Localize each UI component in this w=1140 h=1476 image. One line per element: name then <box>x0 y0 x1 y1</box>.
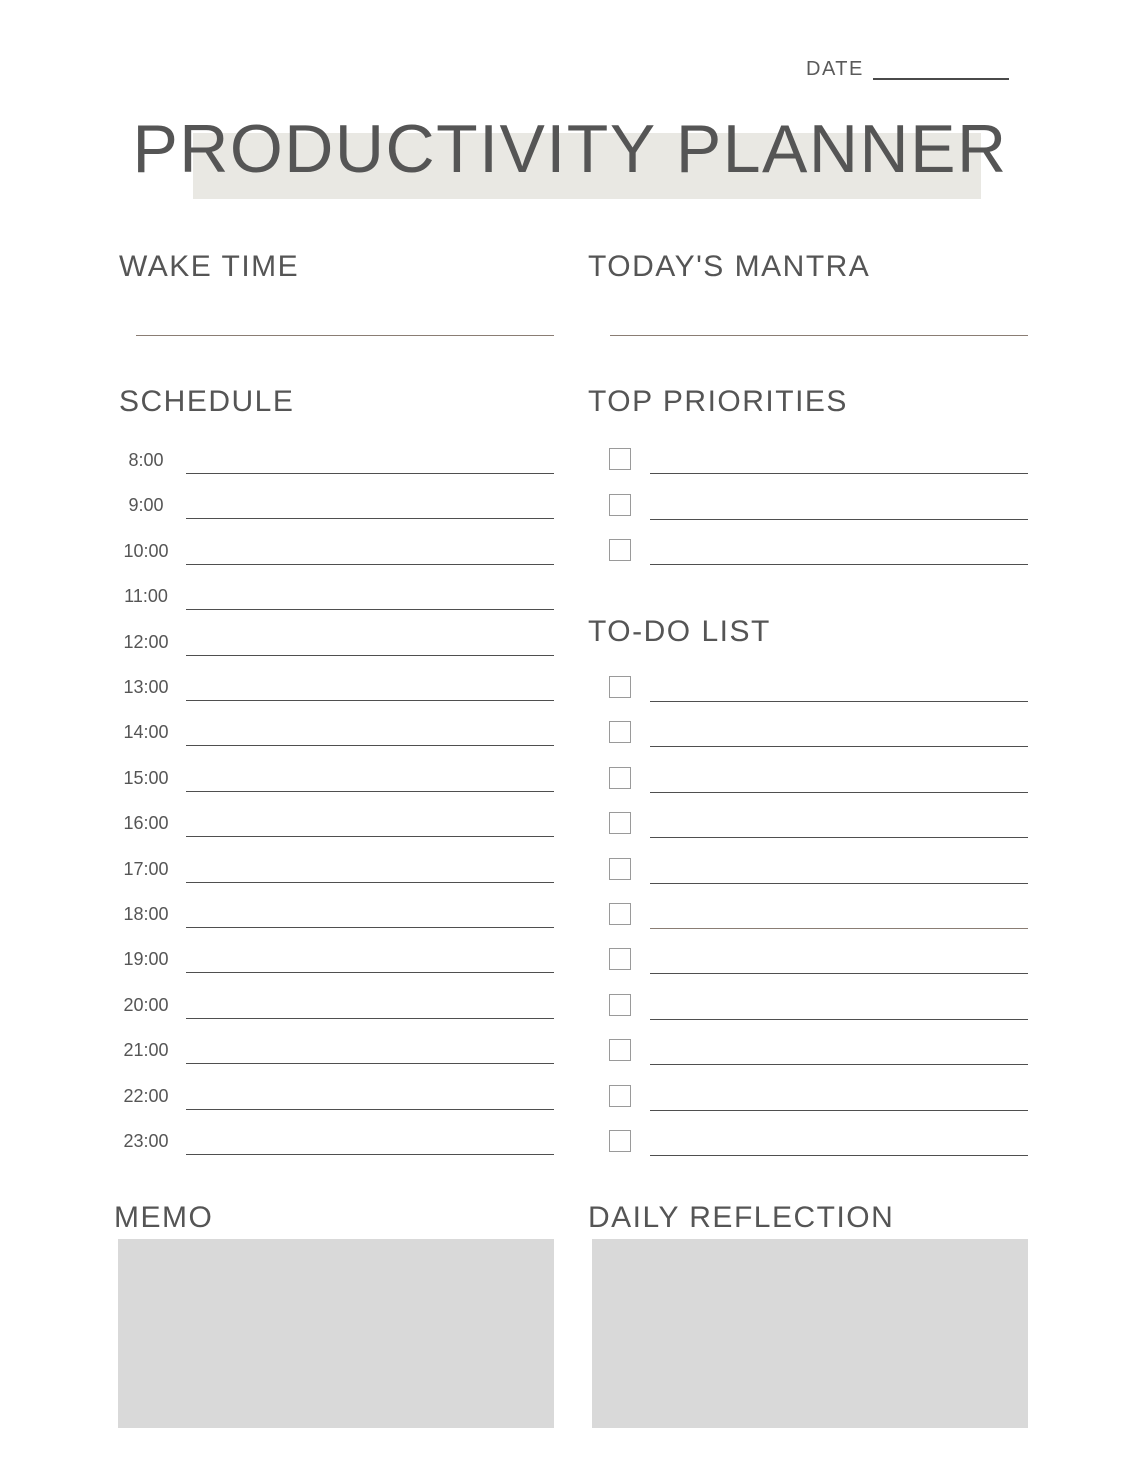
date-label: DATE <box>806 58 864 80</box>
schedule-entry-field[interactable] <box>186 1154 554 1155</box>
todo-entry-field[interactable] <box>650 928 1028 929</box>
todo-entry-field[interactable] <box>650 1155 1028 1156</box>
reflection-heading: DAILY REFLECTION <box>588 1201 895 1234</box>
todo-entry-field[interactable] <box>650 973 1028 974</box>
priority-entry-field[interactable] <box>650 564 1028 565</box>
page-title: PRODUCTIVITY PLANNER <box>132 111 1008 187</box>
schedule-entry-field[interactable] <box>186 473 554 474</box>
schedule-time-label: 17:00 <box>123 858 169 879</box>
schedule-time-label: 10:00 <box>123 540 169 561</box>
schedule-entry-field[interactable] <box>186 745 554 746</box>
schedule-time-label: 11:00 <box>124 586 168 607</box>
schedule-time-label: 22:00 <box>123 1085 169 1106</box>
todo-checkbox[interactable] <box>609 812 631 834</box>
priority-entry-field[interactable] <box>650 473 1028 474</box>
schedule-entry-field[interactable] <box>186 927 554 928</box>
wake-time-heading: WAKE TIME <box>119 250 300 283</box>
schedule-entry-field[interactable] <box>186 791 554 792</box>
schedule-time-label: 18:00 <box>123 904 169 924</box>
todo-entry-field[interactable] <box>650 1110 1028 1111</box>
todo-heading: TO-DO LIST <box>588 615 771 648</box>
memo-heading: MEMO <box>114 1201 214 1234</box>
schedule-time-label: 21:00 <box>123 1040 169 1061</box>
todo-checkbox[interactable] <box>609 1130 631 1152</box>
priority-checkbox[interactable] <box>609 494 631 516</box>
schedule-entry-field[interactable] <box>186 518 554 519</box>
todo-entry-field[interactable] <box>650 746 1028 747</box>
reflection-box[interactable] <box>592 1239 1028 1428</box>
schedule-time-label: 14:00 <box>123 722 169 743</box>
schedule-entry-field[interactable] <box>186 1063 554 1064</box>
todo-entry-field[interactable] <box>650 883 1028 884</box>
todo-entry-field[interactable] <box>650 837 1028 838</box>
todo-checkbox[interactable] <box>609 721 631 743</box>
schedule-time-label: 12:00 <box>123 631 169 652</box>
todo-checkbox[interactable] <box>609 948 631 970</box>
priority-entry-field[interactable] <box>650 519 1028 520</box>
schedule-entry-field[interactable] <box>186 655 554 656</box>
todo-entry-field[interactable] <box>650 1019 1028 1020</box>
schedule-time-label: 23:00 <box>123 1131 169 1151</box>
todo-checkbox[interactable] <box>609 994 631 1016</box>
todo-entry-field[interactable] <box>650 1064 1028 1065</box>
memo-box[interactable] <box>118 1239 554 1428</box>
schedule-entry-field[interactable] <box>186 1018 554 1019</box>
schedule-entry-field[interactable] <box>186 836 554 837</box>
wake-time-field[interactable] <box>136 335 554 336</box>
schedule-time-label: 19:00 <box>123 949 169 970</box>
mantra-heading: TODAY'S MANTRA <box>588 250 871 283</box>
schedule-entry-field[interactable] <box>186 972 554 973</box>
todo-checkbox[interactable] <box>609 1039 631 1061</box>
schedule-time-label: 8:00 <box>128 450 164 470</box>
priority-checkbox[interactable] <box>609 448 631 470</box>
todo-entry-field[interactable] <box>650 792 1028 793</box>
schedule-entry-field[interactable] <box>186 882 554 883</box>
date-field[interactable] <box>873 78 1009 80</box>
todo-checkbox[interactable] <box>609 767 631 789</box>
mantra-field[interactable] <box>610 335 1028 336</box>
priority-checkbox[interactable] <box>609 539 631 561</box>
top-priorities-heading: TOP PRIORITIES <box>588 385 848 418</box>
schedule-entry-field[interactable] <box>186 564 554 565</box>
schedule-time-label: 15:00 <box>123 767 169 788</box>
todo-checkbox[interactable] <box>609 858 631 880</box>
schedule-entry-field[interactable] <box>186 609 554 610</box>
todo-entry-field[interactable] <box>650 701 1028 702</box>
schedule-time-label: 9:00 <box>128 495 164 516</box>
schedule-time-label: 16:00 <box>123 813 169 834</box>
todo-checkbox[interactable] <box>609 903 631 925</box>
schedule-time-label: 20:00 <box>123 994 169 1015</box>
schedule-entry-field[interactable] <box>186 700 554 701</box>
schedule-time-label: 13:00 <box>123 677 169 697</box>
todo-checkbox[interactable] <box>609 676 631 698</box>
todo-checkbox[interactable] <box>609 1085 631 1107</box>
schedule-heading: SCHEDULE <box>119 385 295 418</box>
schedule-entry-field[interactable] <box>186 1109 554 1110</box>
